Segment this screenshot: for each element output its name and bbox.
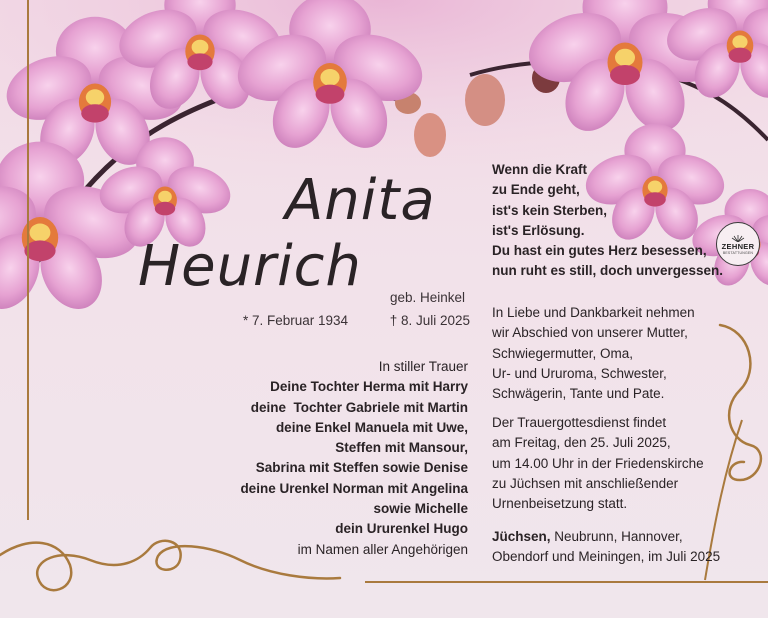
mourner-line: Steffen mit Mansour, [335,440,468,456]
mourners-closing: im Namen aller Angehörigen [297,541,468,557]
service-paragraph [492,413,747,514]
mourner-line: deine Tochter Gabriele mit Martin [250,399,468,415]
mourner-line: Sabrina mit Steffen sowie Denise [255,460,468,476]
poem-block [492,160,742,282]
funeral-home-logo [716,222,760,266]
service-line: Der Trauergottesdienst findet [492,415,667,430]
places-paragraph [492,527,747,568]
mourner-line: sowie Michelle [373,501,468,517]
mourners-intro: In stiller Trauer [378,359,468,374]
service-line: Urnenbeisetzung statt. [492,496,628,512]
places-line-1 [492,527,747,547]
frame-bottom-line [365,581,768,583]
maiden-name: geb. Heinkel [390,290,466,305]
farewell-paragraph [492,303,747,404]
service-line: zu Jüchsen mit anschließender [492,475,679,491]
places-rest: Neubrunn, Hannover, [550,529,683,544]
life-dates [243,313,470,328]
farewell-line: Ur- und Ururoma, Schwester, [492,365,667,381]
mourner-line: Deine Tochter Herma mit Harry [270,379,468,395]
places-line-2: Obendorf und Meiningen, im Juli 2025 [492,549,721,565]
poem-line: ist's Erlösung. [492,222,585,238]
farewell-line: Schwiegermutter, Oma, [492,345,634,361]
service-line: am Freitag, den 25. Juli 2025, [492,435,671,451]
poem-line: ist's kein Sterben, [492,202,608,218]
farewell-line: wir Abschied von unserer Mutter, [492,325,688,341]
mourner-line: dein Ururenkel Hugo [335,521,468,537]
town-name: Jüchsen, [492,529,551,544]
poem-line: zu Ende geht, [492,182,580,198]
mourner-line: deine Enkel Manuela mit Uwe, [275,419,468,435]
farewell-line: Schwägerin, Tante und Pate. [492,386,665,402]
farewell-line: In Liebe und Dankbarkeit nehmen [492,305,695,320]
birth-date: * 7. Februar 1934 [243,313,349,328]
death-date: † 8. Juli 2025 [389,313,470,328]
deceased-first-name: Anita [285,168,436,233]
mourner-line: deine Urenkel Norman mit Angelina [240,480,468,496]
frame-left-line [27,0,29,520]
deceased-last-name: Heurich [138,234,362,299]
poem-line: Du hast ein gutes Herz besessen, [492,243,707,259]
mourners-block [200,357,468,560]
poem-line: Wenn die Kraft [492,162,588,177]
logo-name: ZEHNER [721,242,755,251]
service-line: um 14.00 Uhr in der Friedenskirche [492,455,704,471]
leaf-icon [731,233,745,242]
logo-subtitle: BESTATTUNGEN [722,251,754,255]
poem-line: nun ruht es still, doch unvergessen. [492,263,724,279]
